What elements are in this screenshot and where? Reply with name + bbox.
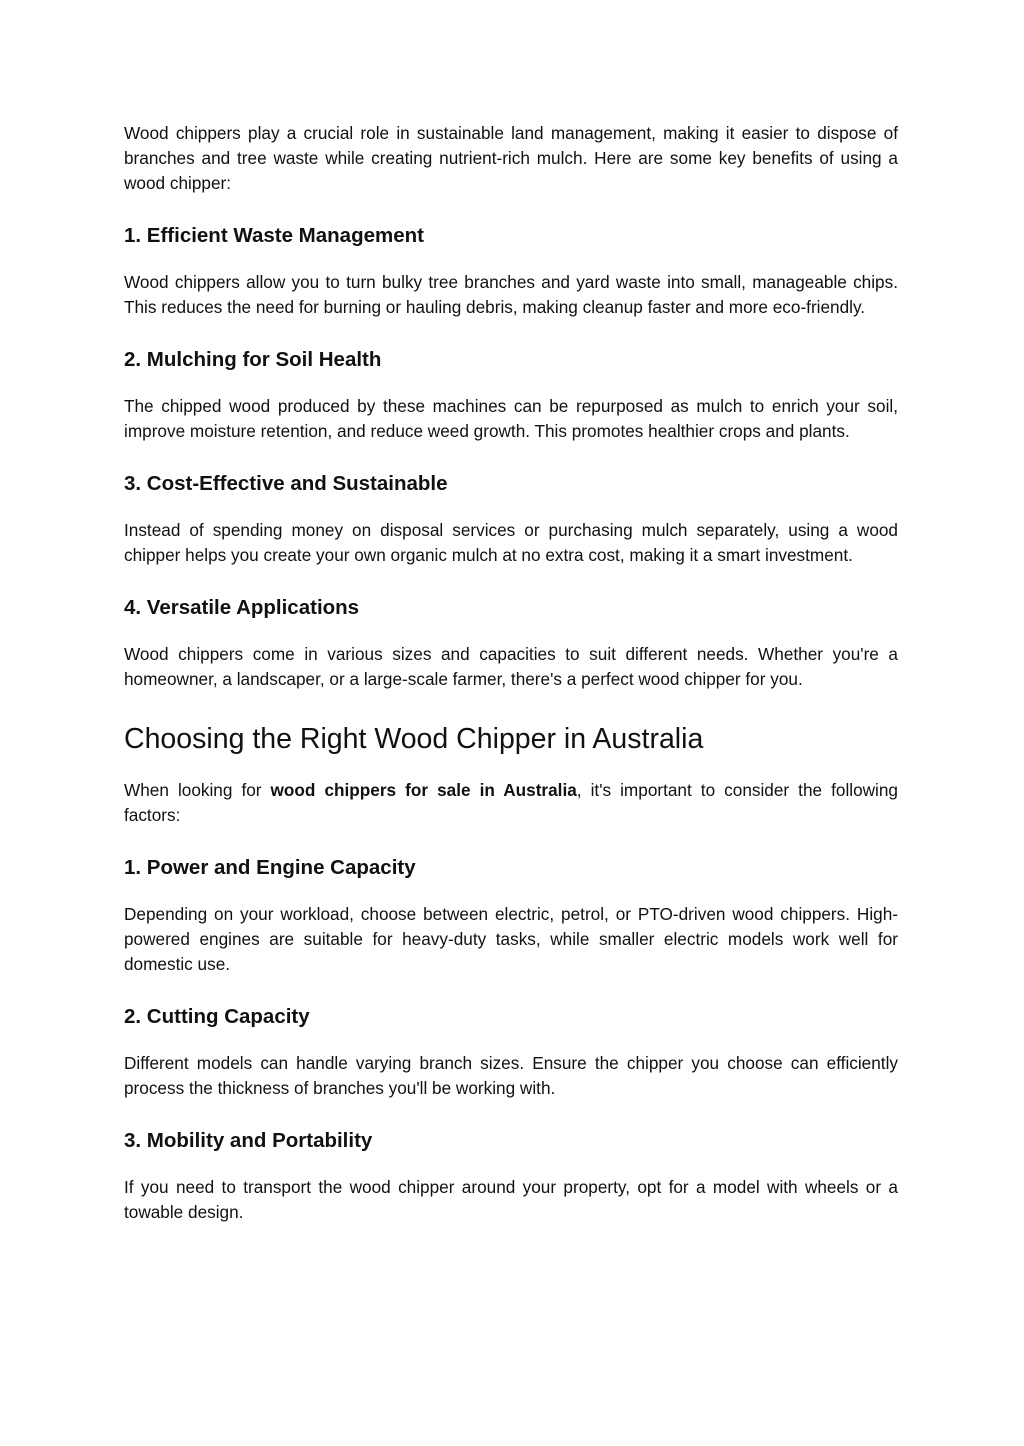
factor-body-1: Depending on your workload, choose between electric, petrol, or PTO-driven wood chippers. High-powered engines are suitable for heavy-duty tasks, while smaller electric models work well for domestic use. xyxy=(124,904,898,974)
benefit-heading-2: 2. Mulching for Soil Health xyxy=(124,348,382,371)
section-title: Choosing the Right Wood Chipper in Australia xyxy=(124,723,704,755)
section-intro-before: When looking for xyxy=(124,780,271,800)
factor-heading-2: 2. Cutting Capacity xyxy=(124,1005,310,1028)
section-intro-after: , it's important to consider the following factors: xyxy=(124,780,898,825)
benefit-heading-1: 1. Efficient Waste Management xyxy=(124,224,424,247)
factor-body-2: Different models can handle varying branch sizes. Ensure the chipper you choose can efficiently process the thickness of branches you'll be working with. xyxy=(124,1053,898,1098)
benefit-body-1: Wood chippers allow you to turn bulky tree branches and yard waste into small, manageable chips. This reduces the need for burning or hauling debris, making cleanup faster and more eco-friendly. xyxy=(124,272,898,317)
benefit-body-3: Instead of spending money on disposal services or purchasing mulch separately, using a wood chipper helps you create your own organic mulch at no extra cost, making it a smart investment. xyxy=(124,520,898,565)
factor-heading-1: 1. Power and Engine Capacity xyxy=(124,856,416,879)
benefit-heading-3: 3. Cost-Effective and Sustainable xyxy=(124,472,448,495)
benefit-body-2: The chipped wood produced by these machines can be repurposed as mulch to enrich your soil, improve moisture retention, and reduce weed growth. This promotes healthier crops and plants. xyxy=(124,396,898,441)
factor-body-3: If you need to transport the wood chipper around your property, opt for a model with wheels or a towable design. xyxy=(124,1177,898,1222)
intro-paragraph: Wood chippers play a crucial role in sustainable land management, making it easier to dispose of branches and tree waste while creating nutrient-rich mulch. Here are some key benefits of using a wood chipper: xyxy=(124,123,898,193)
factor-heading-3: 3. Mobility and Portability xyxy=(124,1129,373,1152)
section-intro xyxy=(124,778,898,828)
section-intro-bold: wood chippers for sale in Australia xyxy=(270,780,577,800)
document-page xyxy=(124,121,898,1225)
benefit-body-4: Wood chippers come in various sizes and capacities to suit different needs. Whether you're a homeowner, a landscaper, or a large-scale farmer, there's a perfect wood chipper for you. xyxy=(124,644,898,689)
benefit-heading-4: 4. Versatile Applications xyxy=(124,596,360,619)
